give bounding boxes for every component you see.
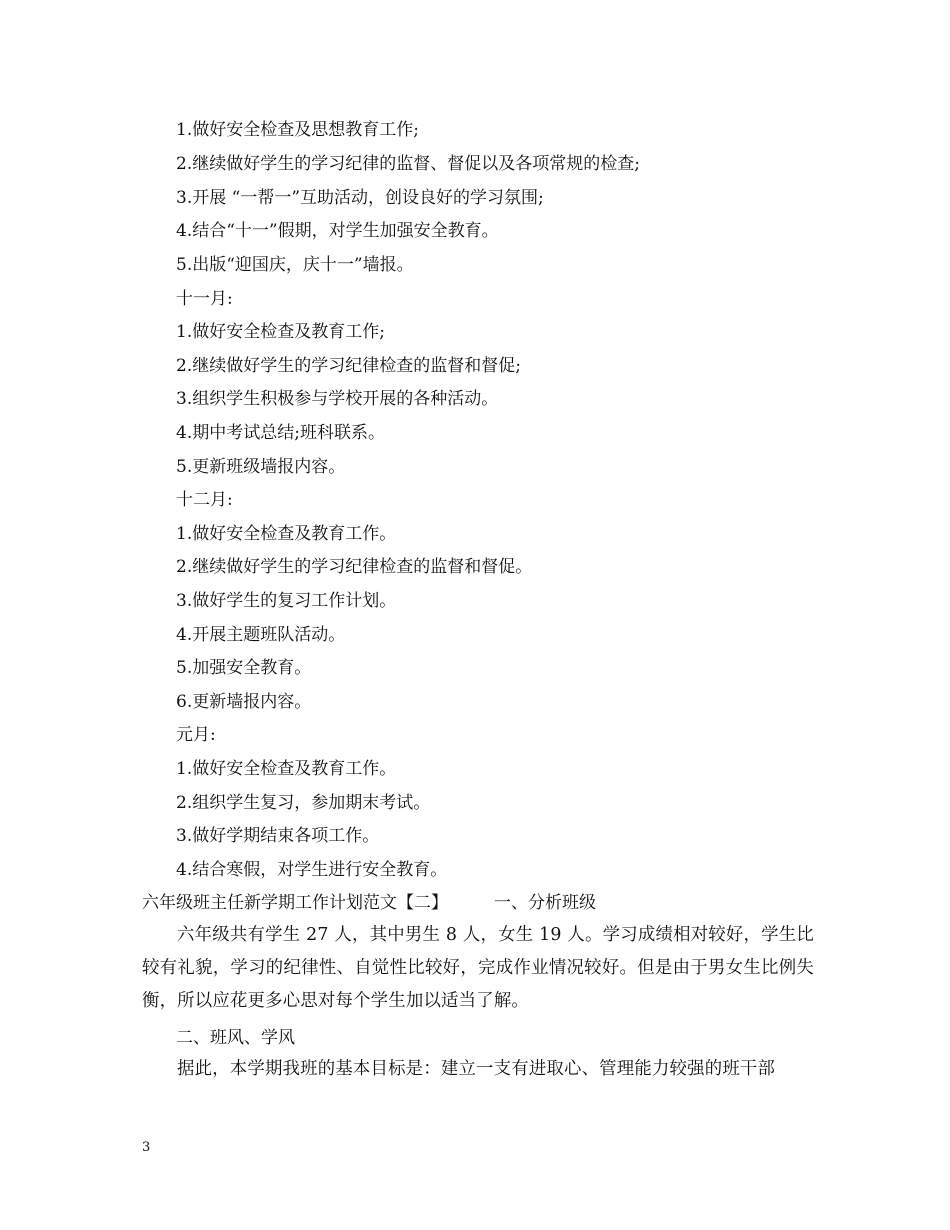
list-item: 5.更新班级墙报内容。 — [176, 457, 346, 477]
class-analysis-paragraph: 六年级共有学生 27 人，其中男生 8 人，女生 19 人。学习成绩相对较好，学生比较有礼貌，学习的纪律性、自觉性比较好，完成作业情况较好。但是由于男女生比例失衡，所以应花更多心思对每个学生加以适当了解。 — [142, 925, 814, 1011]
list-item: 6.更新墙报内容。 — [176, 692, 312, 712]
list-item: 1.做好安全检查及教育工作。 — [176, 524, 397, 544]
list-item: 2.继续做好学生的学习纪律检查的监督和督促; — [176, 356, 521, 376]
plan-title: 六年级班主任新学期工作计划范文【二】 — [142, 893, 448, 913]
list-item: 4.结合“十一”假期，对学生加强安全教育。 — [176, 221, 499, 241]
list-item: 4.结合寒假，对学生进行安全教育。 — [176, 860, 448, 880]
list-item: 1.做好安全检查及思想教育工作; — [176, 120, 419, 140]
list-item: 5.加强安全教育。 — [176, 658, 312, 678]
list-item: 1.做好安全检查及教育工作; — [176, 322, 385, 342]
list-item: 3.做好学期结束各项工作。 — [176, 826, 380, 846]
list-item: 2.继续做好学生的学习纪律的监督、督促以及各项常规的检查; — [176, 154, 640, 174]
list-item: 2.继续做好学生的学习纪律检查的监督和督促。 — [176, 557, 533, 577]
list-item: 1.做好安全检查及教育工作。 — [176, 759, 397, 779]
month-heading-december: 十二月: — [176, 490, 233, 510]
list-item: 4.开展主题班队活动。 — [176, 625, 346, 645]
list-item: 3.开展 “一帮一”互助活动，创设良好的学习氛围; — [176, 188, 544, 208]
goal-paragraph: 据此，本学期我班的基本目标是：建立一支有进取心、管理能力较强的班干部 — [177, 1059, 776, 1079]
list-item: 2.组织学生复习，参加期末考试。 — [176, 793, 431, 813]
list-item: 3.做好学生的复习工作计划。 — [176, 591, 397, 611]
month-heading-november: 十一月: — [176, 289, 233, 309]
list-item: 5.出版“迎国庆，庆十一”墙报。 — [176, 255, 414, 275]
section-heading-class-analysis: 一、分析班级 — [494, 893, 596, 913]
month-heading-january: 元月: — [176, 725, 216, 745]
plan-title-line — [142, 892, 596, 914]
section-heading-class-style: 二、班风、学风 — [176, 1028, 295, 1048]
list-item: 3.组织学生积极参与学校开展的各种活动。 — [176, 389, 499, 409]
page-number: 3 — [142, 1140, 151, 1155]
list-item: 4.期中考试总结;班科联系。 — [176, 423, 385, 443]
